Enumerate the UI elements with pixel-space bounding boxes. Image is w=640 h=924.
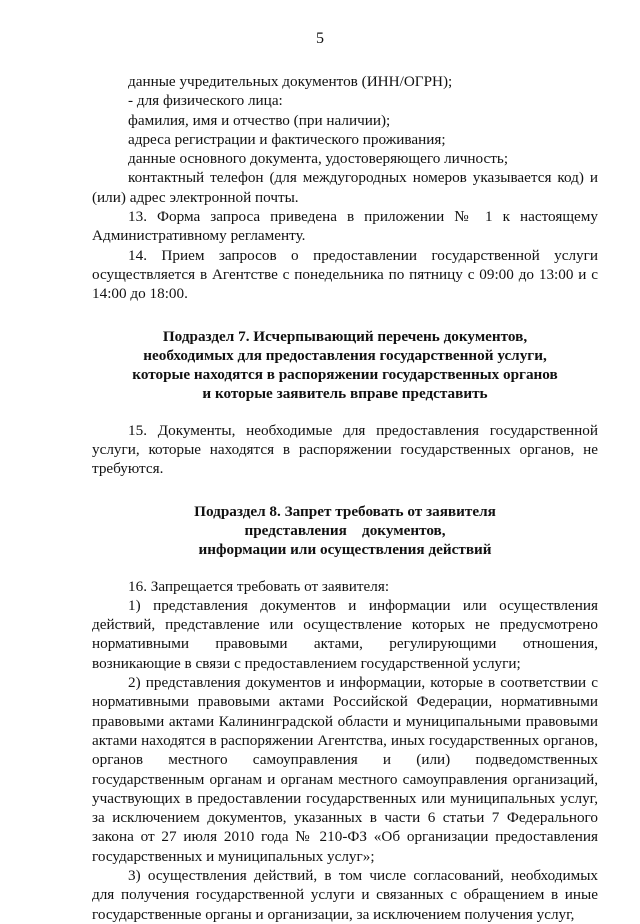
paragraph-16-item-3: 3) осуществления действий, в том числе согласований, необходимых для получения государственной услуги и связанных с обращением в иные государственные органы и организации, за исключением получения услуг, <box>92 866 598 923</box>
paragraph-individual: - для физического лица: <box>128 92 283 110</box>
paragraph-16-item-2: 2) представления документов и информации, которые в соответствии с нормативными правовыми актами Российской Федерации, нормативными правовыми актами Калининградской области и муниципальными правовыми актами находятся в распоряжении Агентства, иных государственных органов, органов местного самоуправления и (или) подведомственных государственным органам и органам местного самоуправления организаций, участвующих в предоставлении государственных или муниципальных услуг, за исключением документов, указанных в части 6 статьи 7 Федерального закона от 27 июля 2010 года № 210-ФЗ «Об организации предоставления государственных и муниципальных услуг»; <box>92 674 598 865</box>
section-8-heading-line: информации или осуществления действий <box>198 541 492 559</box>
page-number: 5 <box>316 30 324 47</box>
paragraph-id-document: данные основного документа, удостоверяющего личность; <box>128 150 509 168</box>
section-7-heading-line: необходимых для предоставления государственной услуги, <box>143 346 547 364</box>
section-8-heading-line: представления документов, <box>244 521 446 539</box>
document-body <box>92 72 598 924</box>
paragraph-inn-ogrn: данные учредительных документов (ИНН/ОГРН); <box>128 73 453 90</box>
paragraph-15: 15. Документы, необходимые для предоставления государственной услуги, которые находятся в распоряжении государственных органов, не требуются. <box>92 421 598 478</box>
section-8-heading <box>92 502 598 560</box>
paragraph-addresses: адреса регистрации и фактического проживания; <box>128 130 446 148</box>
paragraph-13: 13. Форма запроса приведена в приложении № 1 к настоящему Административному регламенту. <box>92 208 598 245</box>
section-7-heading-line: Подраздел 7. Исчерпывающий перечень документов, <box>162 327 528 345</box>
section-7-heading-line: которые находятся в распоряжении государственных органов <box>132 366 558 384</box>
section-8-heading-line: Подраздел 8. Запрет требовать от заявителя <box>194 502 496 520</box>
paragraph-14: 14. Прием запросов о предоставлении государственной услуги осуществляется в Агентстве с понедельника по пятницу с 09:00 до 13:00 и с 14:00 до 18:00. <box>92 246 598 303</box>
paragraph-16: 16. Запрещается требовать от заявителя: <box>128 577 390 595</box>
section-7-heading-line: и которые заявитель вправе представить <box>202 385 488 403</box>
paragraph-full-name: фамилия, имя и отчество (при наличии); <box>128 111 391 129</box>
section-7-heading <box>92 327 598 404</box>
paragraph-contact: контактный телефон (для междугородных номеров указывается код) и (или) адрес электронной почты. <box>92 169 598 206</box>
paragraph-16-item-1: 1) представления документов и информации или осуществления действий, представление или осуществление которых не предусмотрено нормативными правовыми актами, регулирующими отношения, возникающие в связи с предоставлением государственной услуги; <box>92 596 598 672</box>
